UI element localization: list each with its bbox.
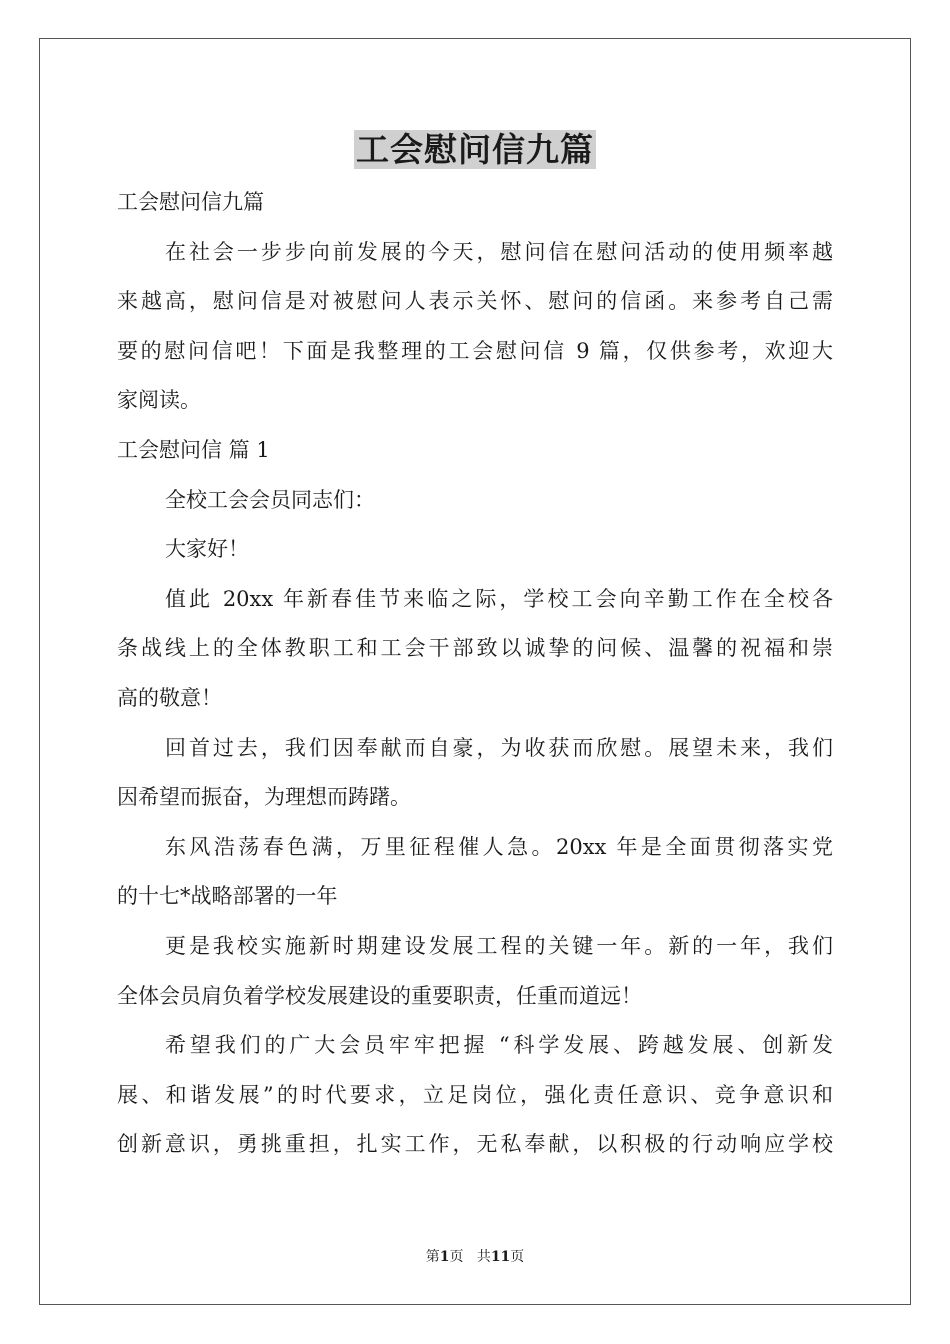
text-line: 全体会员肩负着学校发展建设的重要职责，任重而道远！ — [117, 983, 642, 1008]
text-line: 东风浩荡春色满，万里征程催人急。20xx 年是全面贯彻落实党 — [165, 834, 833, 859]
text-line: 因希望而振奋，为理想而踌躇。 — [117, 785, 411, 810]
footer-page-number: 1 — [439, 1249, 450, 1265]
text-line: 家阅读。 — [117, 388, 201, 413]
footer-page-prefix: 第 — [425, 1249, 440, 1265]
text-line: 展、和谐发展”的时代要求，立足岗位，强化责任意识、竞争意识和 — [117, 1082, 833, 1107]
text-line: 创新意识，勇挑重担，扎实工作，无私奉献，以积极的行动响应学校 — [117, 1132, 833, 1157]
footer-total-pages: 11 — [490, 1249, 511, 1265]
text-line: 高的敬意！ — [117, 685, 222, 710]
text-line: 条战线上的全体教职工和工会干部致以诚挚的问候、温馨的祝福和崇 — [117, 636, 833, 661]
text-line: 在社会一步步向前发展的今天，慰问信在慰问活动的使用频率越 — [165, 239, 833, 264]
text-line: 更是我校实施新时期建设发展工程的关键一年。新的一年，我们 — [165, 933, 833, 958]
text-line: 的十七*战略部署的一年 — [117, 884, 338, 909]
document-body — [117, 178, 833, 1170]
text-line: 大家好！ — [165, 537, 249, 562]
footer-total-suffix: 页 — [510, 1249, 525, 1265]
footer-page-suffix: 页 — [449, 1249, 464, 1265]
text-line: 回首过去，我们因奉献而自豪，为收获而欣慰。展望未来，我们 — [165, 735, 833, 760]
text-line: 工会慰问信 篇 1 — [117, 437, 270, 462]
footer-total-prefix: 共 — [476, 1249, 491, 1265]
page-footer — [0, 1247, 950, 1267]
document-title — [0, 128, 950, 172]
text-line: 要的慰问信吧！下面是我整理的工会慰问信 9 篇，仅供参考，欢迎大 — [117, 338, 833, 363]
text-line: 全校工会会员同志们： — [165, 487, 375, 512]
text-line: 来越高，慰问信是对被慰问人表示关怀、慰问的信函。来参考自己需 — [117, 289, 833, 314]
text-line: 工会慰问信九篇 — [117, 190, 264, 214]
text-line: 值此 20xx 年新春佳节来临之际，学校工会向辛勤工作在全校各 — [165, 586, 833, 611]
text-line: 希望我们的广大会员牢牢把握 “科学发展、跨越发展、创新发 — [165, 1033, 833, 1058]
document-title-text: 工会慰问信九篇 — [356, 130, 594, 169]
